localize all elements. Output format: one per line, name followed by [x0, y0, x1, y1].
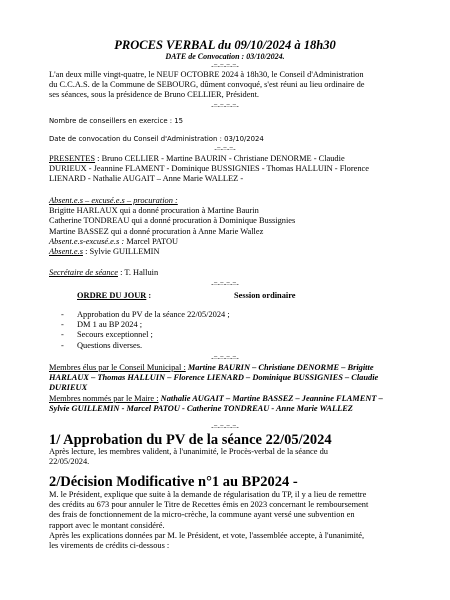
membres-block	[49, 363, 424, 414]
section2-line: des frais de fonctionnement de la micro-crèche, la commune ayant versé une subvention en	[49, 510, 355, 520]
separator: -=-=-=-	[214, 145, 236, 153]
membres-nommes-line: Sylvie GUILLEMIN - Marcel PATOU - Catherine TONDREAU - Anne Marie WALLEZ	[49, 403, 353, 413]
section2-line: rapport avec le montant considéré.	[49, 520, 165, 530]
ordre-colon: :	[146, 291, 152, 300]
section2-line: Après les explications données par M. le Président, et vote, l'assemblée accepte, à l'unanimité,	[49, 530, 365, 540]
secretaire-value: : T. Halluin	[117, 268, 159, 277]
agenda-item: - Approbation du PV de la séance 22/05/2024 ;	[77, 310, 377, 320]
agenda-list	[77, 310, 377, 351]
membres-elus-line: DURIEUX	[49, 383, 88, 393]
presents-line: : Bruno CELLIER - Martine BAURIN - Christiane DENORME - Claudie	[95, 154, 345, 163]
section1-line: 22/05/2024.	[49, 457, 90, 467]
date-convocation-ca: Date de convocation du Conseil d'Administration : 03/10/2024	[49, 135, 264, 143]
secretaire-label: Secrétaire de séance	[49, 268, 118, 277]
intro-line: ses séances, sous la présidence de Bruno CELLIER, Président.	[49, 90, 260, 100]
document-title: PROCES VERBAL du 09/10/2024 à 18h30	[114, 38, 336, 52]
separator: -=-=-=-=-	[211, 423, 239, 431]
absent-label: Absent.e.s	[49, 247, 83, 257]
secretaire-line	[49, 268, 158, 278]
agenda-item: - Secours exceptionnel ;	[77, 330, 377, 340]
convocation-date: DATE de Convocation : 03/10/2024.	[165, 52, 285, 61]
absents-block	[49, 196, 419, 257]
procuration-line: Catherine TONDREAU qui a donné procuration à Dominique Bussignies	[49, 216, 296, 226]
separator: -=-=-=-=-	[211, 102, 239, 110]
section2-line: des crédits au 673 pour annuler le Titre de Recettes émis en 2023 concernant le remboursement	[49, 500, 369, 510]
procuration-line: Brigitte HARLAUX qui a donné procuration à Martine Baurin	[49, 206, 259, 216]
membres-nommes-line: Nathalie AUGAIT – Martine BASSEZ – Jeannine FLAMENT –	[158, 393, 383, 403]
agenda-item: - DM 1 au BP 2024 ;	[77, 320, 377, 330]
absent-value: : Sylvie GUILLEMIN	[82, 247, 160, 257]
section1-title: 1/ Approbation du PV de la séance 22/05/2024	[49, 432, 332, 448]
membres-elus-label: Membres élus par le Conseil Municipal :	[49, 363, 186, 372]
presents-block	[49, 154, 419, 185]
section2-body	[49, 490, 429, 551]
section1-line: Après lecture, les membres valident, à l'unanimité, le Procès-verbal de la séance du	[49, 447, 328, 456]
presents-line: LIENARD - Nathalie AUGAIT – Anne Marie WALLEZ -	[49, 174, 244, 184]
session-type: Session ordinaire	[234, 291, 296, 300]
membres-nommes-label: Membres nommés par le Maire :	[49, 393, 159, 403]
ordre-du-jour-heading	[77, 291, 151, 301]
excuse-label: Absent.e.s-excusé.e.s :	[49, 236, 125, 246]
section1-body	[49, 447, 424, 467]
separator: -=-=-=-=-	[211, 62, 239, 70]
intro-paragraph	[49, 70, 419, 101]
separator: -=-=-=-=-	[211, 280, 239, 288]
membres-elus-line: Martine BAURIN – Christiane DENORME – Brigitte	[185, 363, 374, 372]
excuse-value: Marcel PATOU	[124, 236, 179, 246]
section2-line: M. le Président, explique que suite à la demande de régularisation du TP, il y a lieu de remettre	[49, 490, 367, 499]
intro-line: du C.C.A.S. de la Commune de SEBOURG, dûment convoqué, s'est réuni au lieu ordinaire de	[49, 80, 365, 90]
section2-title: 2/Décision Modificative n°1 au BP2024 -	[49, 474, 298, 490]
intro-line: L'an deux mille vingt-quatre, le NEUF OCTOBRE 2024 à 18h30, le Conseil d'Administration	[49, 70, 364, 79]
separator: -=-=-=-=-	[211, 354, 239, 362]
agenda-item: - Questions diverses.	[77, 341, 377, 351]
procuration-line: Martine BASSEZ qui a donné procuration à Anne Marie Wallez	[49, 226, 264, 236]
nb-conseillers: Nombre de conseillers en exercice : 15	[49, 117, 184, 125]
ordre-label: ORDRE DU JOUR	[77, 291, 147, 300]
section2-line: les virements de crédits ci-dessous :	[49, 541, 170, 551]
presents-line: DURIEUX - Jeannine FLAMENT - Dominique BUSSIGNIES - Thomas HALLUIN - Florence	[49, 164, 369, 174]
procuration-label: Absent.e.s – excusé.e.s – procuration :	[49, 196, 178, 205]
presents-label: PRESENTES	[49, 154, 96, 163]
membres-elus-line: HARLAUX – Thomas HALLUIN – Florence LIENARD – Dominique BUSSIGNIES – Claudie	[49, 373, 379, 383]
